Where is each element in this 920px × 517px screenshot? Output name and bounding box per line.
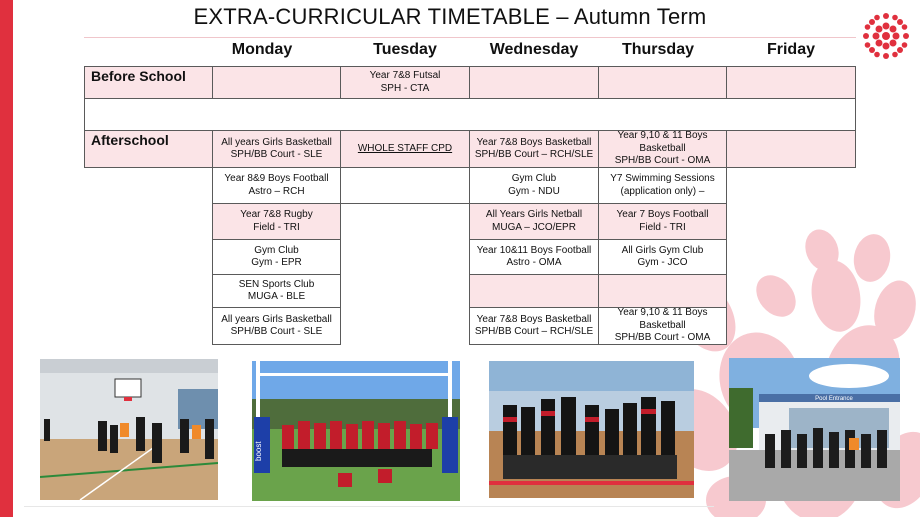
before-school-wednesday <box>469 66 599 99</box>
afterschool-monday-1: All years Girls Basketball SPH/BB Court - SLE <box>212 130 341 168</box>
day-header-monday: Monday <box>231 41 293 58</box>
afterschool-wednesday-5 <box>469 274 599 308</box>
afterschool-monday-6: All years Girls Basketball SPH/BB Court - SLE <box>212 307 341 345</box>
afterschool-tuesday-1 <box>340 130 470 168</box>
day-header-thursday: Thursday <box>621 41 694 58</box>
photo-pool-entrance <box>729 358 900 501</box>
activity-name: Year 7&8 Futsal <box>369 70 441 81</box>
afterschool-wednesday-3: All Years Girls Netball MUGA – JCO/EPR <box>469 203 599 240</box>
staff-cpd-label: WHOLE STAFF CPD <box>357 142 453 154</box>
afterschool-wednesday-1: Year 7&8 Boys Basketball SPH/BB Court – RCH/SLE <box>469 130 599 168</box>
before-school-tuesday <box>340 66 470 99</box>
left-accent-bar <box>0 0 13 517</box>
afterschool-thursday-1: Year 9,10 & 11 Boys Basketball SPH/BB Court - OMA <box>598 130 727 168</box>
activity-location: SPH - CTA <box>380 82 430 94</box>
before-school-friday <box>726 66 856 99</box>
day-header-wednesday: Wednesday <box>489 41 579 58</box>
afterschool-thursday-4: All Girls Gym Club Gym - JCO <box>598 239 727 275</box>
row-label-afterschool: Afterschool <box>84 130 213 168</box>
afterschool-friday-1 <box>726 130 856 168</box>
afterschool-monday-3: Year 7&8 Rugby Field - TRI <box>212 203 341 240</box>
title-underline <box>84 37 856 38</box>
afterschool-monday-2: Year 8&9 Boys Football Astro – RCH <box>212 167 341 204</box>
afterschool-thursday-3: Year 7 Boys Football Field - TRI <box>598 203 727 240</box>
photo-basketball-team <box>489 361 694 498</box>
afterschool-wednesday-4: Year 10&11 Boys Football Astro - OMA <box>469 239 599 275</box>
day-header-tuesday: Tuesday <box>373 41 437 58</box>
spacer-row <box>84 98 856 131</box>
afterschool-thursday-2: Y7 Swimming Sessions (application only) – <box>598 167 727 204</box>
row-label-before-school: Before School <box>84 66 213 99</box>
afterschool-tuesday-2 <box>340 167 470 204</box>
before-school-monday <box>212 66 341 99</box>
afterschool-monday-5: SEN Sports Club MUGA - BLE <box>212 274 341 308</box>
boost-sign: boost <box>254 441 263 461</box>
day-header-friday: Friday <box>766 41 815 58</box>
pool-entrance-sign: Pool Entrance <box>815 396 853 402</box>
afterschool-thursday-6: Year 9,10 & 11 Boys Basketball SPH/BB Court - OMA <box>598 307 727 345</box>
afterschool-wednesday-6: Year 7&8 Boys Basketball SPH/BB Court – RCH/SLE <box>469 307 599 345</box>
photo-rugby-team <box>252 361 460 501</box>
afterschool-monday-4: Gym Club Gym - EPR <box>212 239 341 275</box>
afterschool-wednesday-2: Gym Club Gym - NDU <box>469 167 599 204</box>
afterschool-thursday-5 <box>598 274 727 308</box>
photo-baseline <box>24 506 714 507</box>
photo-basketball-gym <box>40 359 218 500</box>
before-school-thursday <box>598 66 727 99</box>
page-title: EXTRA-CURRICULAR TIMETABLE – Autumn Term <box>193 4 707 29</box>
red-dot-circle-logo <box>858 8 914 64</box>
